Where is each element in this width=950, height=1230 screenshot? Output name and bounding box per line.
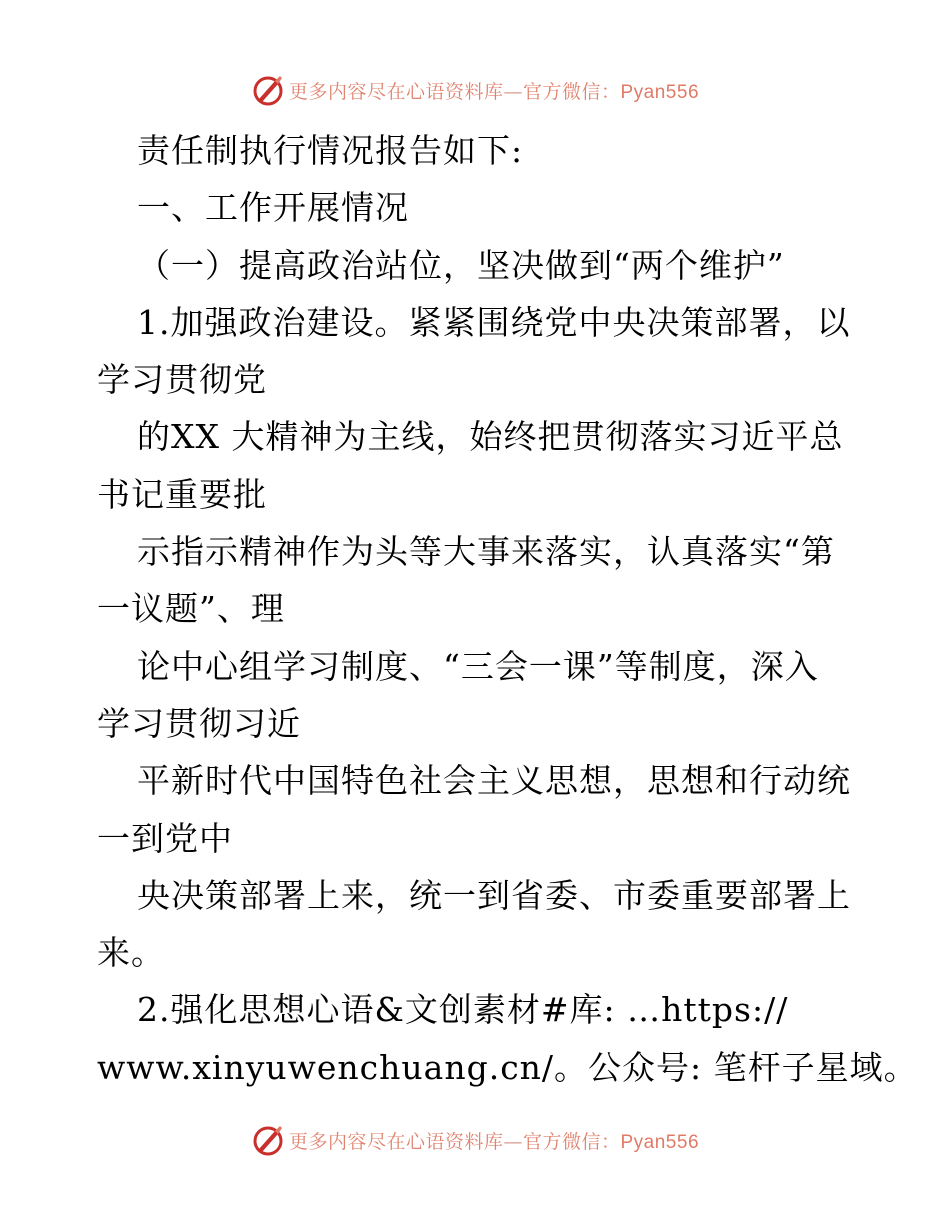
banner-text: 更多内容尽在心语资料库—官方微信：Pyan556 xyxy=(288,80,700,103)
section-heading: 一、工作开展情况 xyxy=(137,188,409,228)
text-line: 2.强化思想心语&文创素材#库: …https:// xyxy=(137,990,789,1030)
text-line: 示指示精神作为头等大事来落实，认真落实“第 xyxy=(137,532,835,572)
text-line: 学习贯彻习近 xyxy=(97,703,301,743)
document-body xyxy=(97,122,918,1096)
header-watermark-banner xyxy=(0,68,950,112)
text-line: 书记重要批 xyxy=(97,474,267,514)
text-line: 一到党中 xyxy=(97,818,233,858)
text-line: 一议题”、理 xyxy=(97,589,285,629)
subsection-heading: （一）提高政治站位，坚决做到“两个维护” xyxy=(137,245,785,285)
footer-watermark-banner xyxy=(0,1118,950,1162)
text-line: 1.加强政治建设。紧紧围绕党中央决策部署，以 xyxy=(137,302,851,342)
text-line: 论中心组学习制度、“三会一课”等制度，深入 xyxy=(137,646,819,686)
text-line: www.xinyuwenchuang.cn/。公众号: 笔杆子星域。 xyxy=(97,1047,918,1087)
banner-text: 更多内容尽在心语资料库—官方微信：Pyan556 xyxy=(288,1130,700,1153)
text-line: 责任制执行情况报告如下: xyxy=(137,131,524,170)
text-line: 来。 xyxy=(97,933,165,973)
text-line: 平新时代中国特色社会主义思想，思想和行动统 xyxy=(137,761,851,801)
quill-pen-logo-icon xyxy=(251,73,285,107)
text-line: 学习贯彻党 xyxy=(97,360,267,400)
text-line: 央决策部署上来，统一到省委、市委重要部署上 xyxy=(137,875,851,915)
text-line: 的XX 大精神为主线，始终把贯彻落实习近平总 xyxy=(137,417,844,457)
quill-pen-logo-icon xyxy=(251,1123,285,1157)
